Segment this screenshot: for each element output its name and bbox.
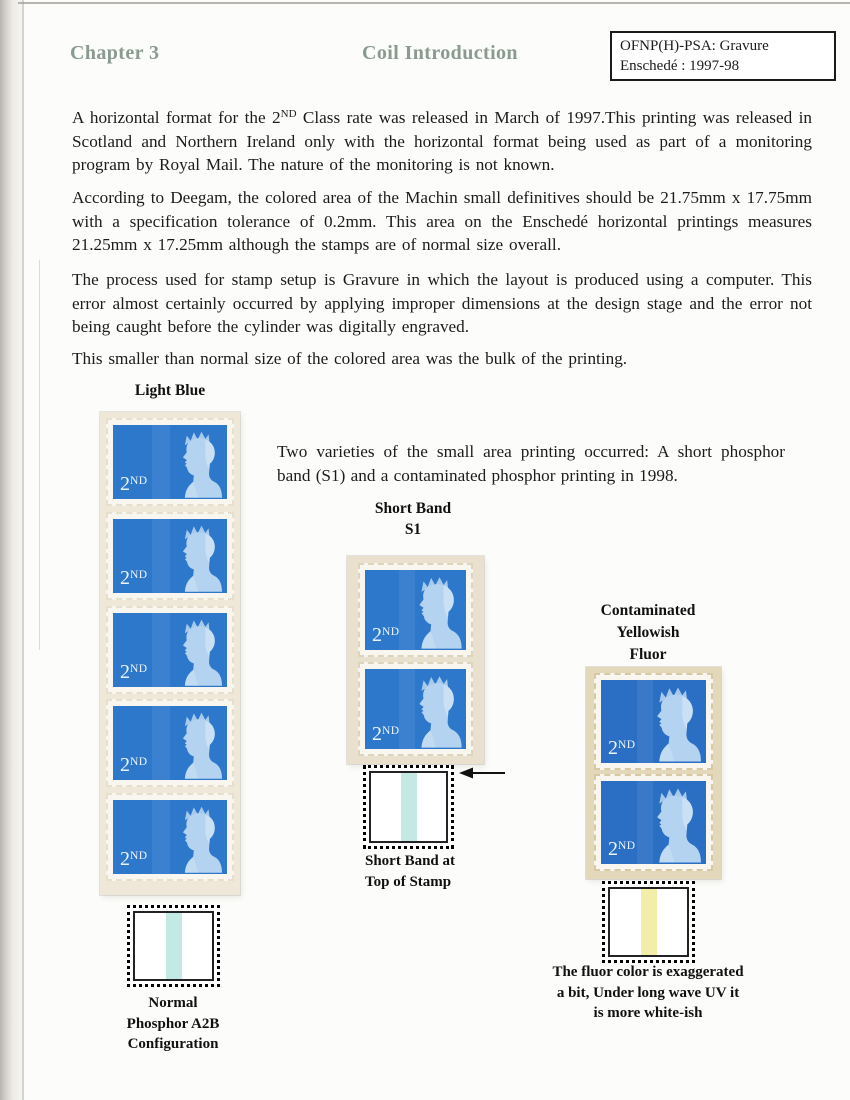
stamp-printed-area [113,613,227,687]
label-short-band-line1: Short Band [374,500,452,517]
label-contaminated [577,600,719,666]
superscript-nd: ND [280,108,297,121]
stamp [106,699,234,787]
phosphor-diagram-frame [608,887,689,957]
stamp-denomination: 2ND [120,661,148,683]
label-short-band-line2: S1 [404,521,422,538]
queen-profile-icon [165,707,223,779]
queen-profile-icon [637,782,702,863]
stamp-printed-area [113,519,227,593]
phosphor-diagram-fluor [602,881,695,963]
stamp-denomination: 2ND [608,838,636,860]
stamp-printed-area [601,680,706,763]
paragraph-release-post: Class rate was released in March of 1997.This printing was released in Scotland and Northern Ireland only with the horizontal format being used as part of a monitoring program by Royal Mail. The nature of the monitoring is not known. [72,108,812,175]
stamp-strip-light-blue [100,412,240,895]
stamp-denomination: 2ND [120,848,148,870]
stamp [106,793,234,881]
stamp-denomination: 2ND [372,624,400,646]
stamp-printed-area [113,706,227,780]
scan-edge-gradient [12,0,22,1100]
stamp [106,418,234,506]
stamp-printed-area [365,669,466,749]
paragraph-release [72,103,812,177]
queen-profile-icon [637,681,702,762]
stamp-denomination: 2ND [120,473,148,495]
caption-short-band-line2: Top of Stamp [365,873,452,890]
paragraph-release-pre: A horizontal format for the 2 [72,108,281,128]
label-contaminated-line1: Contaminated [600,602,696,619]
stamp [106,512,234,600]
caption-normal-phosphor [101,993,245,1055]
printing-info-box [610,31,836,81]
paragraph-deegam: According to Deegam, the colored area of the Machin small definitives should be 21.75mm x 17.75mm with a specification tolerance of 0.2mm. This area on the Enschedé horizontal printings measures 21.25mm x 17.25mm although the stamps are of normal size overall. [72,188,812,255]
phosphor-diagram-frame [369,771,448,843]
caption-short-band [365,851,505,892]
phosphor-band-yellow [641,889,657,955]
caption-fluor-line3: is more white-ish [593,1005,703,1021]
stamp [358,563,473,657]
info-box-line2: Enschedé : 1997-98 [620,58,740,74]
stamp-denomination: 2ND [120,567,148,589]
scan-crease [39,260,40,650]
stamp-printed-area [113,800,227,874]
caption-fluor-line2: a bit, Under long wave UV it [556,984,740,1001]
phosphor-diagram-normal [127,905,220,987]
paragraph-bulk: This smaller than normal size of the colored area was the bulk of the printing. [72,349,628,369]
queen-profile-icon [400,571,462,649]
stamp-printed-area [113,425,227,499]
queen-profile-icon [165,614,223,686]
caption-normal-line3: Configuration [127,1036,219,1052]
page-top-line [18,2,850,4]
stamp [594,673,713,770]
stamp-denomination: 2ND [608,737,636,759]
caption-fluor-line1: The fluor color is exaggerated [552,964,744,980]
stamp-pair-short-band [347,556,484,764]
stamp-printed-area [601,781,706,864]
phosphor-band-cyan [166,913,182,979]
caption-normal-line2: Phosphor A2B [126,1015,220,1032]
paragraph-process: The process used for stamp setup is Gravure in which the layout is produced using a computer. This error almost certainly occurred by applying improper dimensions at the design stage and the error not being caught before the cylinder was digitally engraved. [72,270,812,337]
queen-profile-icon [165,520,223,592]
caption-fluor [518,962,778,1024]
stamp [358,662,473,756]
phosphor-diagram-frame [133,911,214,981]
label-contaminated-line2: Yellowish [616,624,680,641]
phosphor-diagram-short-band [363,765,454,849]
label-contaminated-line3: Fluor [629,646,667,663]
stamp-denomination: 2ND [372,723,400,745]
scan-edge-shadow [0,0,12,1100]
stamp-denomination: 2ND [120,754,148,776]
page-title: Coil Introduction [362,42,518,64]
caption-normal-line1: Normal [148,995,198,1011]
stamp-printed-area [365,570,466,650]
queen-profile-icon [165,426,223,498]
paragraph-varieties: Two varieties of the small area printing occurred: A short phosphor band (S1) and a contaminated phosphor printing in 1998. [277,442,785,486]
left-arrow-icon [459,765,505,781]
chapter-heading: Chapter 3 [70,42,160,64]
page-edge-line [22,0,24,1100]
queen-profile-icon [165,801,223,873]
queen-profile-icon [400,670,462,748]
label-light-blue: Light Blue [134,382,206,399]
caption-short-band-line1: Short Band at [365,853,456,869]
label-short-band [345,498,481,540]
phosphor-band-cyan [401,773,417,841]
stamp [594,774,713,871]
stamp-pair-contaminated [586,667,721,879]
stamp [106,606,234,694]
info-box-line1: OFNP(H)-PSA: Gravure [620,38,769,54]
